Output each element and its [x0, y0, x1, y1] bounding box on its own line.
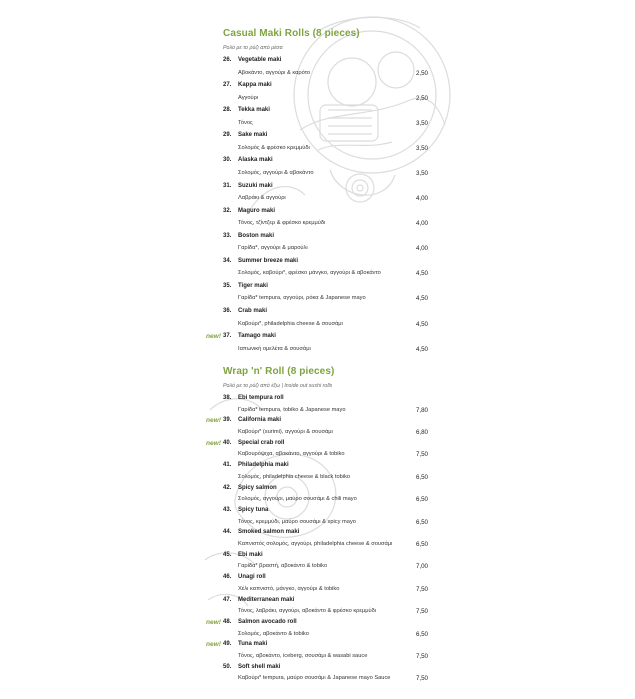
item-description: Τόνος — [238, 119, 253, 126]
item-description: Γαρίδα* tempura, tobiko & Japanese mayo — [238, 406, 346, 413]
item-number: 27. — [223, 82, 232, 89]
item-price: 7,00 — [415, 563, 428, 571]
item-description: Σολομός & φρέσκο κρεμμύδι — [238, 144, 310, 151]
item-name: Soft shell maki — [238, 663, 281, 670]
item-number: 45. — [223, 551, 232, 558]
item-price: 7,80 — [415, 406, 428, 414]
item-price: 3,50 — [415, 119, 428, 127]
item-description: Αβοκάντο, αγγούρι & καρότο — [238, 69, 311, 76]
item-name: Kappa maki — [238, 82, 272, 89]
item-description: Λαβράκι & αγγούρι — [238, 195, 286, 201]
item-price: 6,50 — [415, 496, 428, 504]
item-number: 41. — [223, 462, 232, 469]
item-price: 4,00 — [415, 245, 428, 253]
item-number: 43. — [223, 507, 232, 513]
item-number: 47. — [223, 596, 232, 603]
item-description: Καβούρι* tempura, μαύρο σουσάμι & Japanese mayo Sauce — [238, 675, 391, 682]
item-number: 40. — [223, 439, 232, 446]
item-description: Καβούρι*, philadelphia cheese & σουσάμι — [238, 320, 343, 327]
item-number: 29. — [223, 132, 232, 139]
item-description: Καπνιστός σολομός, αγγούρι, philadelphia cheese & σουσάμι — [238, 540, 393, 547]
item-description: Σολομός, philadelphia cheese & black tobiko — [238, 473, 351, 480]
item-name: Spicy tuna — [238, 507, 269, 513]
item-price: 4,50 — [415, 345, 428, 353]
item-name: Sake maki — [238, 132, 268, 139]
section-title: Casual Maki Rolls (8 pieces) — [223, 28, 360, 39]
item-price: 6,50 — [415, 540, 428, 548]
item-description: Σολομός, αγγούρι & αβοκάντο — [238, 169, 314, 176]
item-price: 6,50 — [415, 518, 428, 526]
new-badge: new! — [205, 333, 221, 341]
item-number: 31. — [223, 182, 232, 189]
item-description: Γαρίδα* tempura, αγγούρι, ρόκα & Japanese mayo — [238, 295, 366, 302]
item-description: Σολομός, αγγούρι, μαύρο σουσάμι & chili mayo — [238, 496, 357, 503]
item-number: 35. — [223, 282, 232, 289]
new-badge: new! — [205, 641, 221, 649]
item-description: Τόνος, τζίντζερ & φρέσκο κρεμμύδι — [238, 220, 326, 227]
item-price: 3,50 — [415, 144, 428, 152]
item-description: Ιαπωνική ομελέτα & σουσάμι — [238, 345, 311, 352]
item-name: Suzuki maki — [238, 182, 273, 189]
item-name: Special crab roll — [238, 439, 285, 446]
item-description: Σολομός, αβοκάντο & tobiko — [238, 630, 309, 637]
item-price: 7,50 — [415, 675, 428, 683]
item-number: 37. — [223, 333, 232, 340]
item-price: 7,50 — [415, 585, 428, 593]
item-price: 4,50 — [415, 295, 428, 303]
item-number: 48. — [223, 619, 232, 625]
item-number: 34. — [223, 257, 232, 264]
item-name: Alaska maki — [238, 157, 273, 164]
new-badge: new! — [205, 417, 221, 425]
item-description: Γαρίδα*, αγγούρι & μαρούλι — [238, 245, 308, 252]
item-number: 39. — [223, 417, 232, 424]
item-description: Καβουρόψιχα, αβοκάντο, αγγούρι & tobiko — [238, 451, 345, 458]
item-description: Αγγούρι — [238, 94, 259, 101]
item-name: Ebi tempura roll — [238, 395, 284, 401]
item-price: 2,50 — [415, 69, 428, 77]
item-name: Salmon avocado roll — [238, 619, 297, 625]
item-price: 6,50 — [415, 473, 428, 481]
item-price: 6,50 — [415, 630, 428, 638]
item-description: Τόνος, λαβράκι, αγγούρι, αβοκάντο & φρέσκο κρεμμύδι — [238, 608, 377, 615]
item-price: 4,00 — [415, 195, 428, 202]
item-number: 38. — [223, 395, 232, 401]
item-description: Καβούρι* (surimi), αγγούρι & σουσάμι — [238, 428, 333, 435]
item-price: 7,50 — [415, 652, 428, 660]
item-name: Tekka maki — [238, 107, 270, 114]
item-name: Tiger maki — [238, 282, 268, 289]
item-price: 4,50 — [415, 270, 428, 278]
item-number: 28. — [223, 107, 232, 114]
item-price: 7,50 — [415, 451, 428, 459]
item-number: 36. — [223, 308, 232, 314]
item-name: California maki — [238, 417, 282, 424]
item-number: 44. — [223, 529, 232, 536]
item-price: 7,50 — [415, 608, 428, 616]
item-name: Unagi roll — [238, 574, 266, 581]
new-badge: new! — [205, 619, 221, 626]
section-subtitle: Ρολό με το ρύζι από έξω | Inside out sushi rolls — [223, 383, 333, 389]
item-name: Ebi maki — [238, 551, 263, 558]
item-description: Χέλι καπνιστό, μάνγκο, αγγούρι & tobiko — [238, 585, 340, 592]
item-number: 46. — [223, 574, 232, 581]
item-name: Vegetable maki — [238, 57, 282, 63]
item-name: Spicy salmon — [238, 484, 277, 491]
section-title: Wrap 'n' Roll (8 pieces) — [223, 366, 335, 377]
item-name: Boston maki — [238, 232, 275, 239]
item-description: Τόνος, κρεμμύδι, μαύρο σουσάμι & spicy mayo — [238, 518, 356, 525]
item-number: 32. — [223, 207, 232, 214]
item-number: 42. — [223, 484, 232, 491]
item-number: 30. — [223, 157, 232, 164]
item-description: Γαρίδα* βραστή, αβοκάντο & tobiko — [238, 563, 328, 570]
item-price: 4,00 — [415, 220, 428, 228]
item-price: 3,50 — [415, 169, 428, 177]
item-name: Maguro maki — [238, 207, 276, 214]
item-price: 2,50 — [415, 94, 428, 102]
item-name: Mediterranean maki — [238, 596, 295, 603]
item-number: 49. — [223, 641, 232, 648]
item-name: Smoked salmon maki — [238, 529, 300, 536]
item-name: Tuna maki — [238, 641, 268, 648]
item-description: Τόνος, αβοκάντο, iceberg, σουσάμι & wasabi sauce — [238, 652, 368, 659]
item-price: 6,80 — [415, 428, 428, 436]
item-price: 4,50 — [415, 320, 428, 328]
item-number: 50. — [223, 663, 232, 670]
new-badge: new! — [205, 439, 221, 447]
item-name: Summer breeze maki — [238, 257, 299, 264]
item-name: Crab maki — [238, 308, 268, 314]
item-description: Σολομός, καβούρι*, φρέσκο μάνγκο, αγγούρι & αβοκάντο — [238, 270, 381, 277]
item-number: 26. — [223, 57, 232, 63]
section-subtitle: Ρολό με το ρύζι από μέσα — [223, 45, 283, 51]
item-number: 33. — [223, 232, 232, 239]
item-name: Philadelphia maki — [238, 462, 289, 469]
item-name: Tamago maki — [238, 333, 276, 340]
